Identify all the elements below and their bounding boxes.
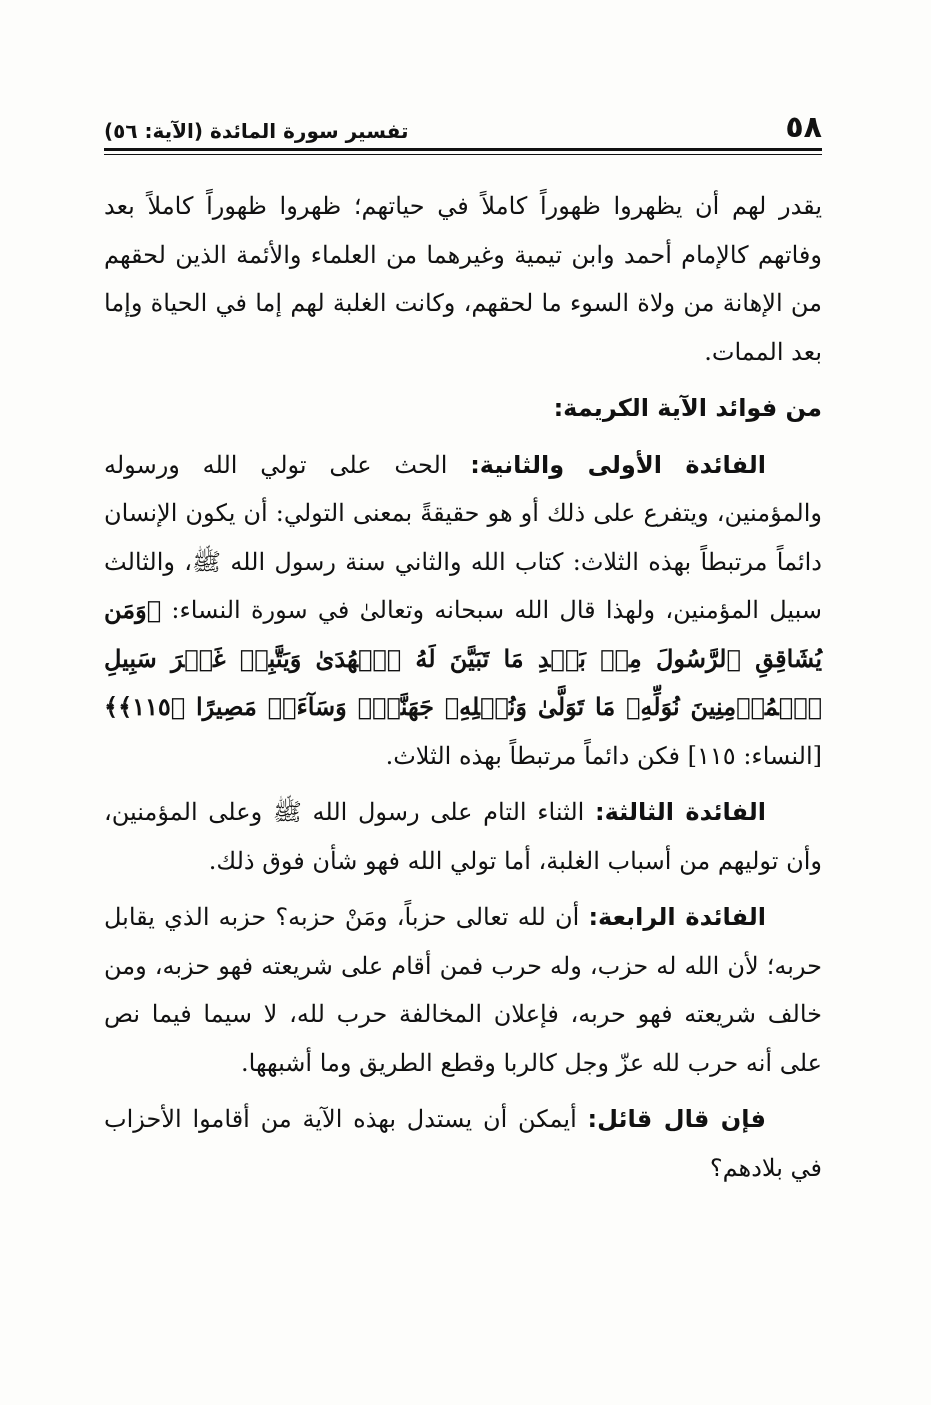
benefit-label: الفائدة الثالثة: [595,798,767,826]
paragraph-question [104,1095,822,1192]
question-label: فإن قال قائل: [587,1105,766,1133]
benefit-text: أن لله تعالى حزباً، ومَنْ حزبه؟ حزبه الذي يقابل حربه؛ لأن الله له حزب، وله حرب فمن أقام على شريعته فهو حزبه، ومن خالف شريعته فهو حربه، فإعلان المخالفة حرب لله، لا سيما فيما نص على أنه حرب لله عزّ وجل كالربا وقطع الطريق وما أشبهها. [104,903,823,1077]
running-title: تفسير سورة المائدة (الآية: ٥٦) [104,119,409,143]
benefit-text: الحث على تولي الله ورسوله والمؤمنين، ويتفرع على ذلك أو هو حقيقةً بمعنى التولي: أن يكون الإنسان دائماً مرتبطاً بهذه الثلاث: كتاب الله والثاني سنة رسول الله ﷺ، والثالث سبيل المؤمنين، ولهذا قال الله سبحانه وتعالىٰ في سورة النساء: [104,450,822,624]
section-heading: من فوائد الآية الكريمة: [553,394,822,422]
paragraph-benefit-1-2 [104,441,822,781]
paragraph-benefit-4 [104,893,822,1087]
benefit-label: الفائدة الرابعة: [588,903,766,931]
body-text [104,182,822,1192]
benefit-label: الفائدة الأولى والثانية: [470,450,766,479]
verse-reference-text: [النساء: ١١٥] فكن دائماً مرتبطاً بهذه الثلاث. [385,741,822,770]
question-text: أيمكن أن يستدل بهذه الآية من أقاموا الأحزاب في بلادهم؟ [104,1105,822,1182]
header-rule-thin [104,154,822,155]
benefit-text: الثناء التام على رسول الله ﷺ وعلى المؤمنين، وأن توليهم من أسباب الغلبة، أما تولي الله فهو شأن فوق ذلك. [104,798,822,875]
paragraph-benefit-3 [104,788,822,885]
quran-verse: ﴿وَمَن يُشَاقِقِ ٱلرَّسُولَ مِنۢ بَعۡدِ مَا تَبَيَّنَ لَهُ ٱلۡهُدَىٰ وَيَتَّبِعۡ غَيۡرَ سَبِيلِ ٱلۡمُؤۡمِنِينَ نُوَلِّهِۦ مَا تَوَلَّىٰ وَنُصۡلِهِۦ جَهَنَّمَۖ وَسَآءَتۡ مَصِيرًا ﴿١١٥﴾﴾ [104,595,822,721]
paragraph-continuation: يقدر لهم أن يظهروا ظهوراً كاملاً في حياتهم؛ ظهروا ظهوراً كاملاً بعد وفاتهم كالإمام أحمد وابن تيمية وغيرهما من العلماء والأئمة الذين لحقهم من الإهانة من ولاة السوء ما لحقهم، وكانت الغلبة لهم إما في الحياة وإما بعد الممات. [104,192,822,366]
page-header [104,102,822,146]
header-rule [104,148,822,151]
page-number: ٥٨ [785,110,822,145]
